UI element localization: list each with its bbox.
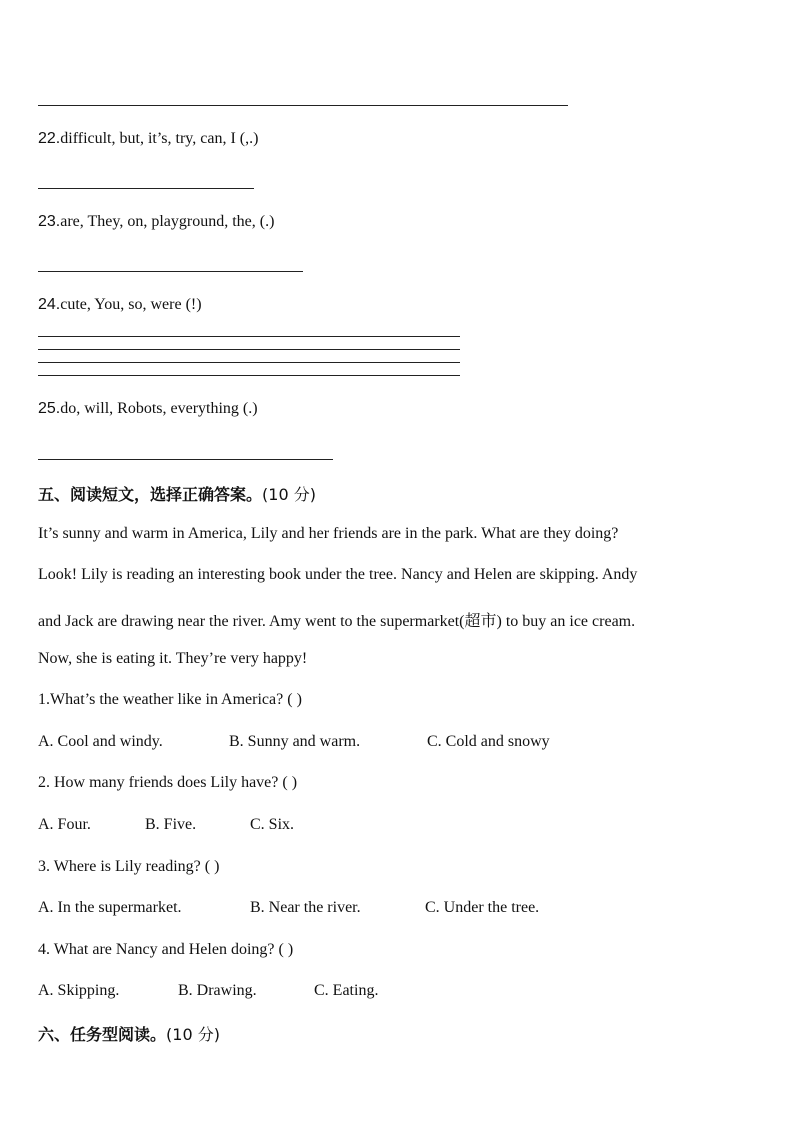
question-23 — [38, 213, 274, 231]
question-words: cute, You, so, were (!) — [60, 296, 202, 313]
option-2b: B. Five. — [145, 816, 197, 833]
section-title-text: 五、阅读短文，选择正确答案。 — [38, 485, 263, 504]
option-4a: A. Skipping. — [38, 982, 120, 999]
question-24 — [38, 296, 202, 314]
section-score: (10 分) — [262, 485, 316, 504]
answer-line-23 — [38, 271, 303, 272]
option-3a: A. In the supermarket. — [38, 899, 182, 916]
question-number: 23. — [38, 213, 61, 230]
answer-line-24b — [38, 349, 460, 350]
question-number: 24. — [38, 296, 61, 313]
question-22 — [38, 130, 258, 148]
option-3c: C. Under the tree. — [425, 899, 540, 916]
question-number: 22. — [38, 130, 61, 147]
section-6-title — [38, 1022, 220, 1045]
section-5-title — [38, 482, 316, 505]
answer-line-24c — [38, 362, 460, 363]
mc-question-2: 2. How many friends does Lily have? ( ) — [38, 774, 298, 791]
question-words: do, will, Robots, everything (.) — [60, 400, 258, 417]
answer-line-21 — [38, 105, 568, 106]
question-25 — [38, 400, 258, 418]
answer-line-25 — [38, 459, 333, 460]
question-number: 25. — [38, 400, 61, 417]
answer-line-24a — [38, 336, 460, 337]
option-3b: B. Near the river. — [250, 899, 361, 916]
passage-line-3: and Jack are drawing near the river. Amy went to the supermarket(超市) to buy an ice cream. — [38, 613, 636, 630]
question-words: are, They, on, playground, the, (.) — [60, 213, 275, 230]
option-2a: A. Four. — [38, 816, 91, 833]
passage-line-4: Now, she is eating it. They’re very happy! — [38, 650, 308, 667]
answer-line-22 — [38, 188, 254, 189]
option-1b: B. Sunny and warm. — [229, 733, 361, 750]
mc-question-4: 4. What are Nancy and Helen doing? ( ) — [38, 941, 294, 958]
option-4c: C. Eating. — [314, 982, 379, 999]
passage-line-1: It’s sunny and warm in America, Lily and her friends are in the park. What are they doing? — [38, 525, 619, 542]
section-title-text: 六、任务型阅读。 — [38, 1025, 167, 1044]
question-words: difficult, but, it’s, try, can, I (,.) — [60, 130, 259, 147]
answer-line-24d — [38, 375, 460, 376]
mc-question-1: 1.What’s the weather like in America? ( ) — [38, 691, 302, 708]
mc-question-3: 3. Where is Lily reading? ( ) — [38, 858, 220, 875]
section-score: (10 分) — [166, 1025, 220, 1044]
passage-line-2: Look! Lily is reading an interesting book under the tree. Nancy and Helen are skipping. Andy — [38, 566, 638, 583]
option-2c: C. Six. — [250, 816, 295, 833]
option-1a: A. Cool and windy. — [38, 733, 163, 750]
option-4b: B. Drawing. — [178, 982, 257, 999]
option-1c: C. Cold and snowy — [427, 733, 550, 750]
